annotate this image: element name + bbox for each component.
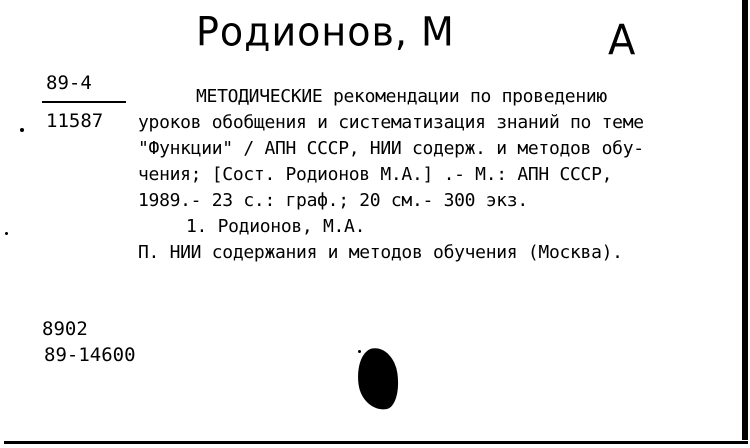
ink-blot (354, 346, 402, 413)
code-line-2: 89-14600 (44, 344, 136, 366)
tracing-institution: П. НИИ содержания и методов обучения (Москва). (138, 242, 623, 263)
entry-line-4: чения; [Сост. Родионов М.А.] .- М.: АПН СССР, (138, 164, 613, 185)
ink-speck (358, 350, 361, 353)
entry-line-1: МЕТОДИЧЕСКИЕ рекомендации по проведению (196, 86, 607, 107)
entry-line-3: "Функции" / АПН СССР, НИИ содерж. и методов обу- (138, 138, 644, 159)
classmark-divider (42, 101, 126, 103)
code-line-1: 8902 (42, 318, 88, 340)
entry-line-5: 1989.- 23 с.: граф.; 20 см.- 300 экз. (138, 190, 528, 211)
classmark-bottom: 11587 (46, 110, 104, 132)
card-right-edge (742, 0, 748, 440)
ink-speck (5, 232, 8, 235)
tracing-author: 1. Родионов, М.А. (186, 216, 366, 237)
handwritten-category-letter: А (608, 16, 637, 66)
handwritten-author: Родионов, М (196, 8, 455, 56)
entry-line-2: уроков обобщения и систематизация знаний по теме (138, 112, 644, 133)
card-bottom-edge (4, 441, 748, 444)
ink-speck (20, 128, 24, 132)
classmark-top: 89-4 (46, 72, 92, 94)
